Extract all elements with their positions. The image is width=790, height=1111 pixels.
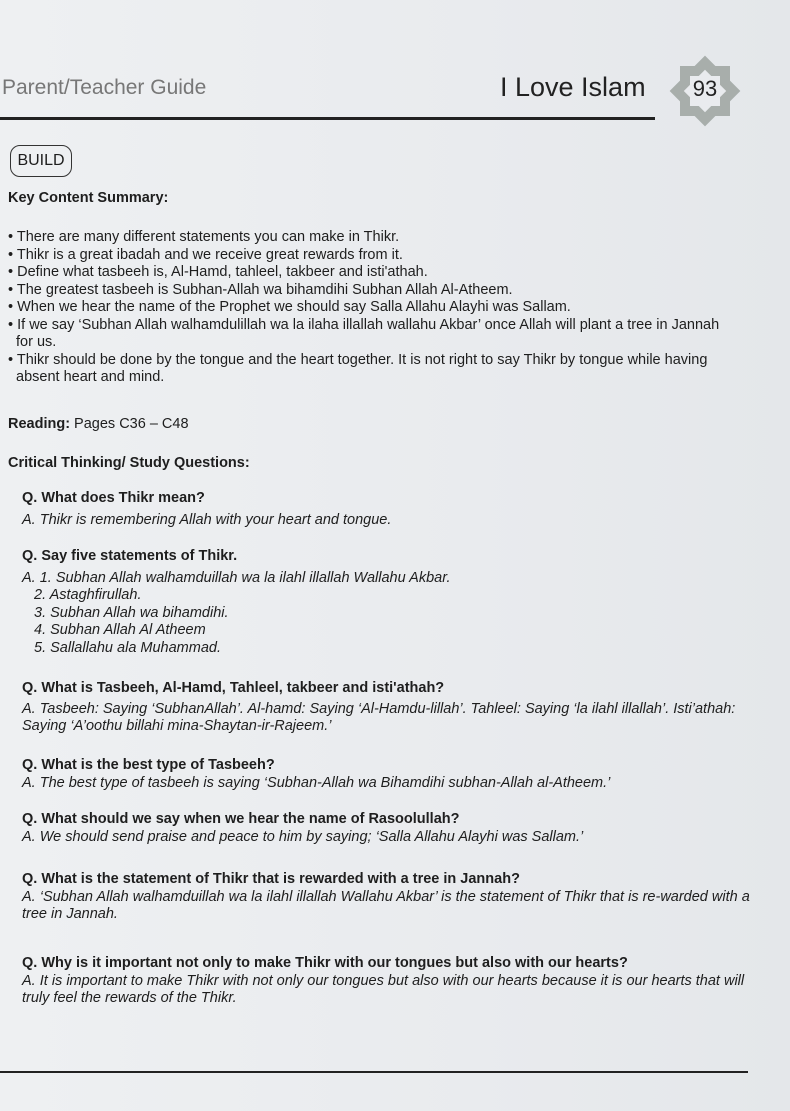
- guide-title: Parent/Teacher Guide: [2, 76, 207, 99]
- list-item: • Thikr should be done by the tongue and the heart together. It is not right to say Thikr by tongue while having absent heart and mind.: [8, 351, 708, 385]
- list-item: • If we say ‘Subhan Allah walhamdulillah wa la ilaha illallah wallahu Akbar’ once Allah will plant a tree in Jannah for us.: [8, 316, 720, 350]
- list-item: • Define what tasbeeh is, Al-Hamd, tahleel, takbeer and isti'athah.: [8, 264, 428, 280]
- summary-list: [8, 229, 748, 387]
- footer-rule: [0, 1071, 748, 1073]
- qa-item: Q. What is Tasbeeh, Al-Hamd, Tahleel, takbeer and isti'athah? A. Tasbeeh: Saying ‘SubhanAllah’. Al-hamd: Saying ‘Al-Hamdu-lillah’. Tahleel: Saying ‘la ilahl illallah’. Isti’athah: Saying ‘A’oothu billahi mina-Shaytan-ir-Rajeem.’: [22, 680, 736, 734]
- section-label: BUILD: [10, 145, 72, 177]
- qa-item: Q. What does Thikr mean? A. Thikr is remembering Allah with your heart and tongue.: [22, 490, 392, 528]
- page-number: 93: [692, 76, 718, 101]
- qa-item: Q. Say five statements of Thikr. A. 1. Subhan Allah walhamduillah wa la ilahl illallah Wallahu Akbar. 2. Astaghfirullah. 3. Subhan Allah wa bihamdihi. 4. Subhan Allah Al Atheem 5. Sallallahu ala Muhammad.: [22, 548, 451, 656]
- questions-title: Critical Thinking/ Study Questions:: [8, 455, 250, 471]
- list-item: • There are many different statements you can make in Thikr.: [8, 229, 400, 245]
- summary-title: Key Content Summary:: [8, 190, 169, 206]
- list-item: • The greatest tasbeeh is Subhan-Allah wa bihamdihi Subhan Allah Al-Atheem.: [8, 281, 513, 298]
- book-title: I Love Islam: [500, 72, 646, 102]
- page-number-badge: [662, 48, 748, 134]
- qa-item: Q. What is the statement of Thikr that is rewarded with a tree in Jannah? A. ‘Subhan Allah walhamduillah wa la ilahl illallah Wallahu Akbar’ is the statement of Thikr that is re-warded with a tree in Jannah.: [22, 871, 750, 922]
- list-item: • When we hear the name of the Prophet we should say Salla Allahu Alayhi was Sallam.: [8, 299, 571, 315]
- header-rule: [0, 117, 655, 120]
- reading: Reading: Pages C36 – C48: [8, 416, 189, 432]
- qa-item: Q. What should we say when we hear the name of Rasoolullah? A. We should send praise and peace to him by saying; ‘Salla Allahu Alayhi was Sallam.’: [22, 811, 584, 845]
- qa-item: Q. What is the best type of Tasbeeh? A. The best type of tasbeeh is saying ‘Subhan-Allah wa Bihamdihi subhan-Allah al-Atheem.’: [22, 757, 611, 791]
- list-item: • Thikr is a great ibadah and we receive great rewards from it.: [8, 246, 403, 263]
- qa-item: Q. Why is it important not only to make Thikr with our tongues but also with our hearts? A. It is important to make Thikr with not only our tongues but also with our hearts because it is our hearts that will truly feel the rewards of the Thikr.: [22, 955, 745, 1006]
